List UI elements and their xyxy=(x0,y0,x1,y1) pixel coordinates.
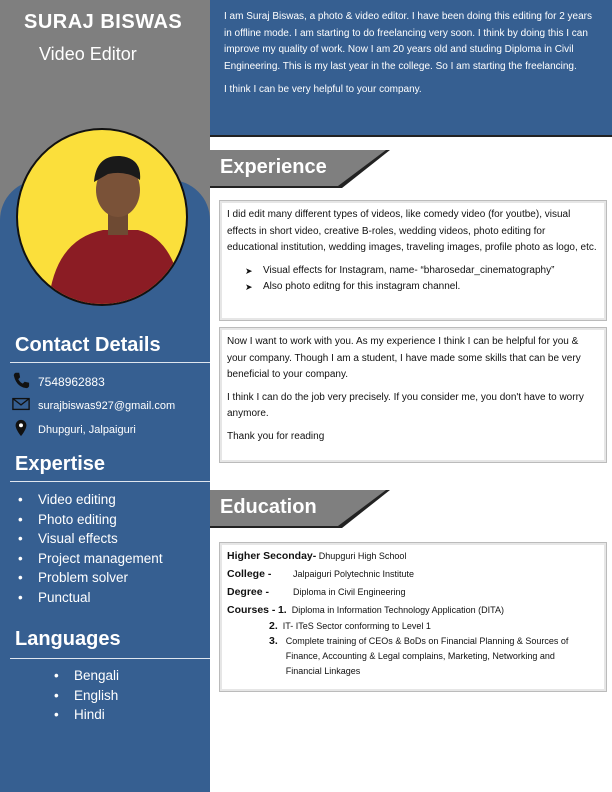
label: Degree - xyxy=(227,586,270,598)
location-text: Dhupguri, Jalpaiguri xyxy=(38,423,136,436)
expertise-heading: Expertise xyxy=(15,453,106,475)
about-section xyxy=(210,0,612,135)
about-paragraph: I am Suraj Biswas, a photo & video editor. I have been doing this editing for 2 years in offline mode. I am starting to do freelancing very soon. I think by doing this I can improve my quality of work. Now I am 20 years old and studing Diploma in Civil Engineering. This is my last year in the college. So I am starting the freelancing. xyxy=(224,11,592,72)
divider xyxy=(10,658,210,659)
profile-name: SURAJ BISWAS xyxy=(24,11,183,33)
divider xyxy=(10,362,210,363)
experience-paragraph: I did edit many different types of videos, like comedy video (for youtbe), visual effects in short video, creative B-roles, wedding videos, photo editing for educational institution, wedding images, traveling images, profile photo as logo, etc. xyxy=(227,209,597,253)
languages-list xyxy=(52,668,119,727)
contact-heading: Contact Details xyxy=(15,334,161,356)
profile-role: Video Editor xyxy=(39,44,137,64)
expertise-item: • Project management xyxy=(16,551,163,571)
expertise-item: • Photo editing xyxy=(16,512,163,532)
label: College - xyxy=(227,568,272,580)
label: Higher Seconday- xyxy=(227,550,317,562)
degree-value: Diploma in Civil Engineering xyxy=(293,587,406,597)
course-value: Diploma in Information Technology Application (DITA) xyxy=(291,605,505,615)
contact-location xyxy=(12,419,136,440)
course-number: 3. xyxy=(269,635,278,647)
experience-heading: Experience xyxy=(220,156,327,178)
phone-icon xyxy=(12,371,30,392)
expertise-item: • Punctual xyxy=(16,590,163,610)
language-item: • Bengali xyxy=(52,668,119,688)
education-header xyxy=(210,490,390,528)
education-heading: Education xyxy=(220,496,317,518)
school-value: Dhupguri High School xyxy=(318,551,407,561)
experience-bullet: ➤ Visual effects for Instagram, name- “bharosedar_cinematography” xyxy=(243,263,599,280)
experience-paragraph: Thank you for reading xyxy=(227,430,325,442)
about-paragraph: I think I can be very helpful to your company. xyxy=(224,84,422,95)
location-pin-icon xyxy=(12,419,30,440)
college-value: Jalpaiguri Polytechnic Institute xyxy=(293,569,415,579)
experience-paragraph: Now I want to work with you. As my experience I think I can be helpful for you & your company. Though I am a student, I have made some skills that can be very beneficial to your company. xyxy=(227,336,581,380)
course-number: 1. xyxy=(277,604,287,616)
contact-email[interactable] xyxy=(12,395,175,416)
languages-heading: Languages xyxy=(15,628,121,650)
expertise-item: • Visual effects xyxy=(16,531,163,551)
divider xyxy=(210,135,612,137)
experience-header xyxy=(210,150,390,188)
label: Courses - xyxy=(227,604,276,616)
email-text: surajbiswas927@gmail.com xyxy=(38,399,176,412)
expertise-item: • Problem solver xyxy=(16,570,163,590)
language-item: • English xyxy=(52,688,119,708)
experience-bullet: ➤ Also photo editng for this instagram channel. xyxy=(243,279,599,296)
experience-box xyxy=(219,200,607,321)
divider xyxy=(10,481,210,482)
profile-photo xyxy=(16,128,188,306)
phone-text: 7548962883 xyxy=(38,374,105,389)
experience-paragraph: I think I can do the job very precisely. If you consider me, you don't have to worry anymore. xyxy=(227,391,584,419)
course-value: IT- ITeS Sector conforming to Level 1 xyxy=(282,621,431,631)
education-box xyxy=(219,542,607,692)
expertise-list xyxy=(16,492,163,609)
course-number: 2. xyxy=(269,620,278,632)
experience-box-2 xyxy=(219,327,607,463)
mail-icon xyxy=(12,395,30,416)
language-item: • Hindi xyxy=(52,707,119,727)
contact-phone[interactable] xyxy=(12,371,105,392)
expertise-item: • Video editing xyxy=(16,492,163,512)
course-value: Complete training of CEOs & BoDs on Financial Planning & Sources of Finance, Accounting & Legal complains, Marketing, Networking and Financial Linkages xyxy=(285,636,569,676)
